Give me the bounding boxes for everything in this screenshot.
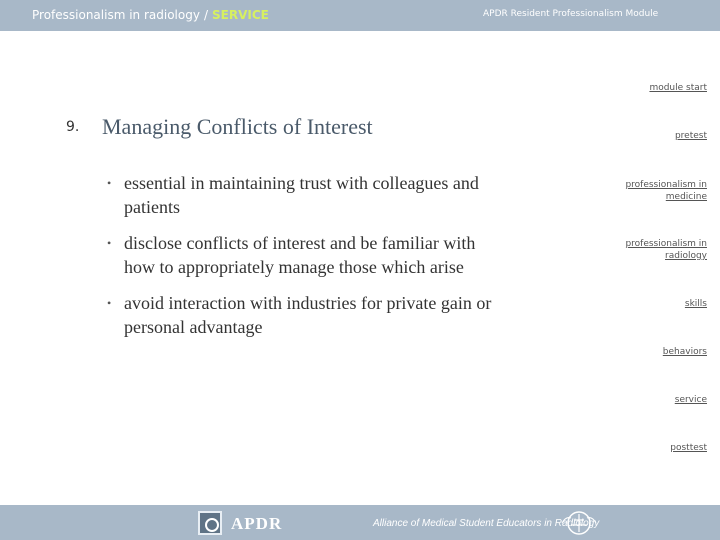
bullet-item [107, 291, 497, 339]
module-title: APDR Resident Professionalism Module [483, 9, 659, 19]
apdr-logo-text: APDR [231, 514, 283, 533]
breadcrumb-current: SERVICE [211, 8, 269, 22]
bullet-text: essential in maintaining trust with colleagues and patients [124, 173, 479, 217]
breadcrumb [32, 8, 269, 22]
nav-module-start[interactable]: module start [649, 83, 707, 93]
nav-skills[interactable]: skills [684, 299, 707, 309]
breadcrumb-section[interactable]: Professionalism in radiology [32, 8, 200, 22]
bullet-item [107, 231, 497, 279]
nav-posttest[interactable]: posttest [670, 443, 707, 453]
bullet-item [107, 171, 497, 219]
nav-pretest[interactable]: pretest [674, 131, 707, 141]
apdr-emblem-icon [198, 511, 222, 535]
bullet-dot: • [107, 176, 112, 190]
footer-bar [0, 505, 720, 540]
slide-title: Managing Conflicts of Interest [102, 114, 373, 139]
bullet-list [107, 171, 497, 351]
bullet-text: avoid interaction with industries for private gain or personal advantage [124, 293, 492, 337]
breadcrumb-separator: / [203, 8, 208, 22]
amsr-logo-text: Alliance of Medical Student Educators in Radiology [373, 518, 600, 529]
bullet-dot: • [107, 236, 112, 250]
apdr-logo [198, 511, 294, 537]
bullet-dot: • [107, 296, 112, 310]
nav-professionalism-in-medicine[interactable]: professionalism in medicine [625, 180, 707, 202]
amsr-emblem-icon [558, 508, 600, 538]
bullet-text: disclose conflicts of interest and be familiar with how to appropriately manage those which arise [124, 233, 476, 277]
nav-service[interactable]: service [674, 395, 707, 405]
nav-behaviors[interactable]: behaviors [662, 347, 707, 357]
nav-professionalism-in-radiology[interactable]: professionalism in radiology [625, 239, 707, 261]
slide-number: 9. [66, 119, 80, 135]
